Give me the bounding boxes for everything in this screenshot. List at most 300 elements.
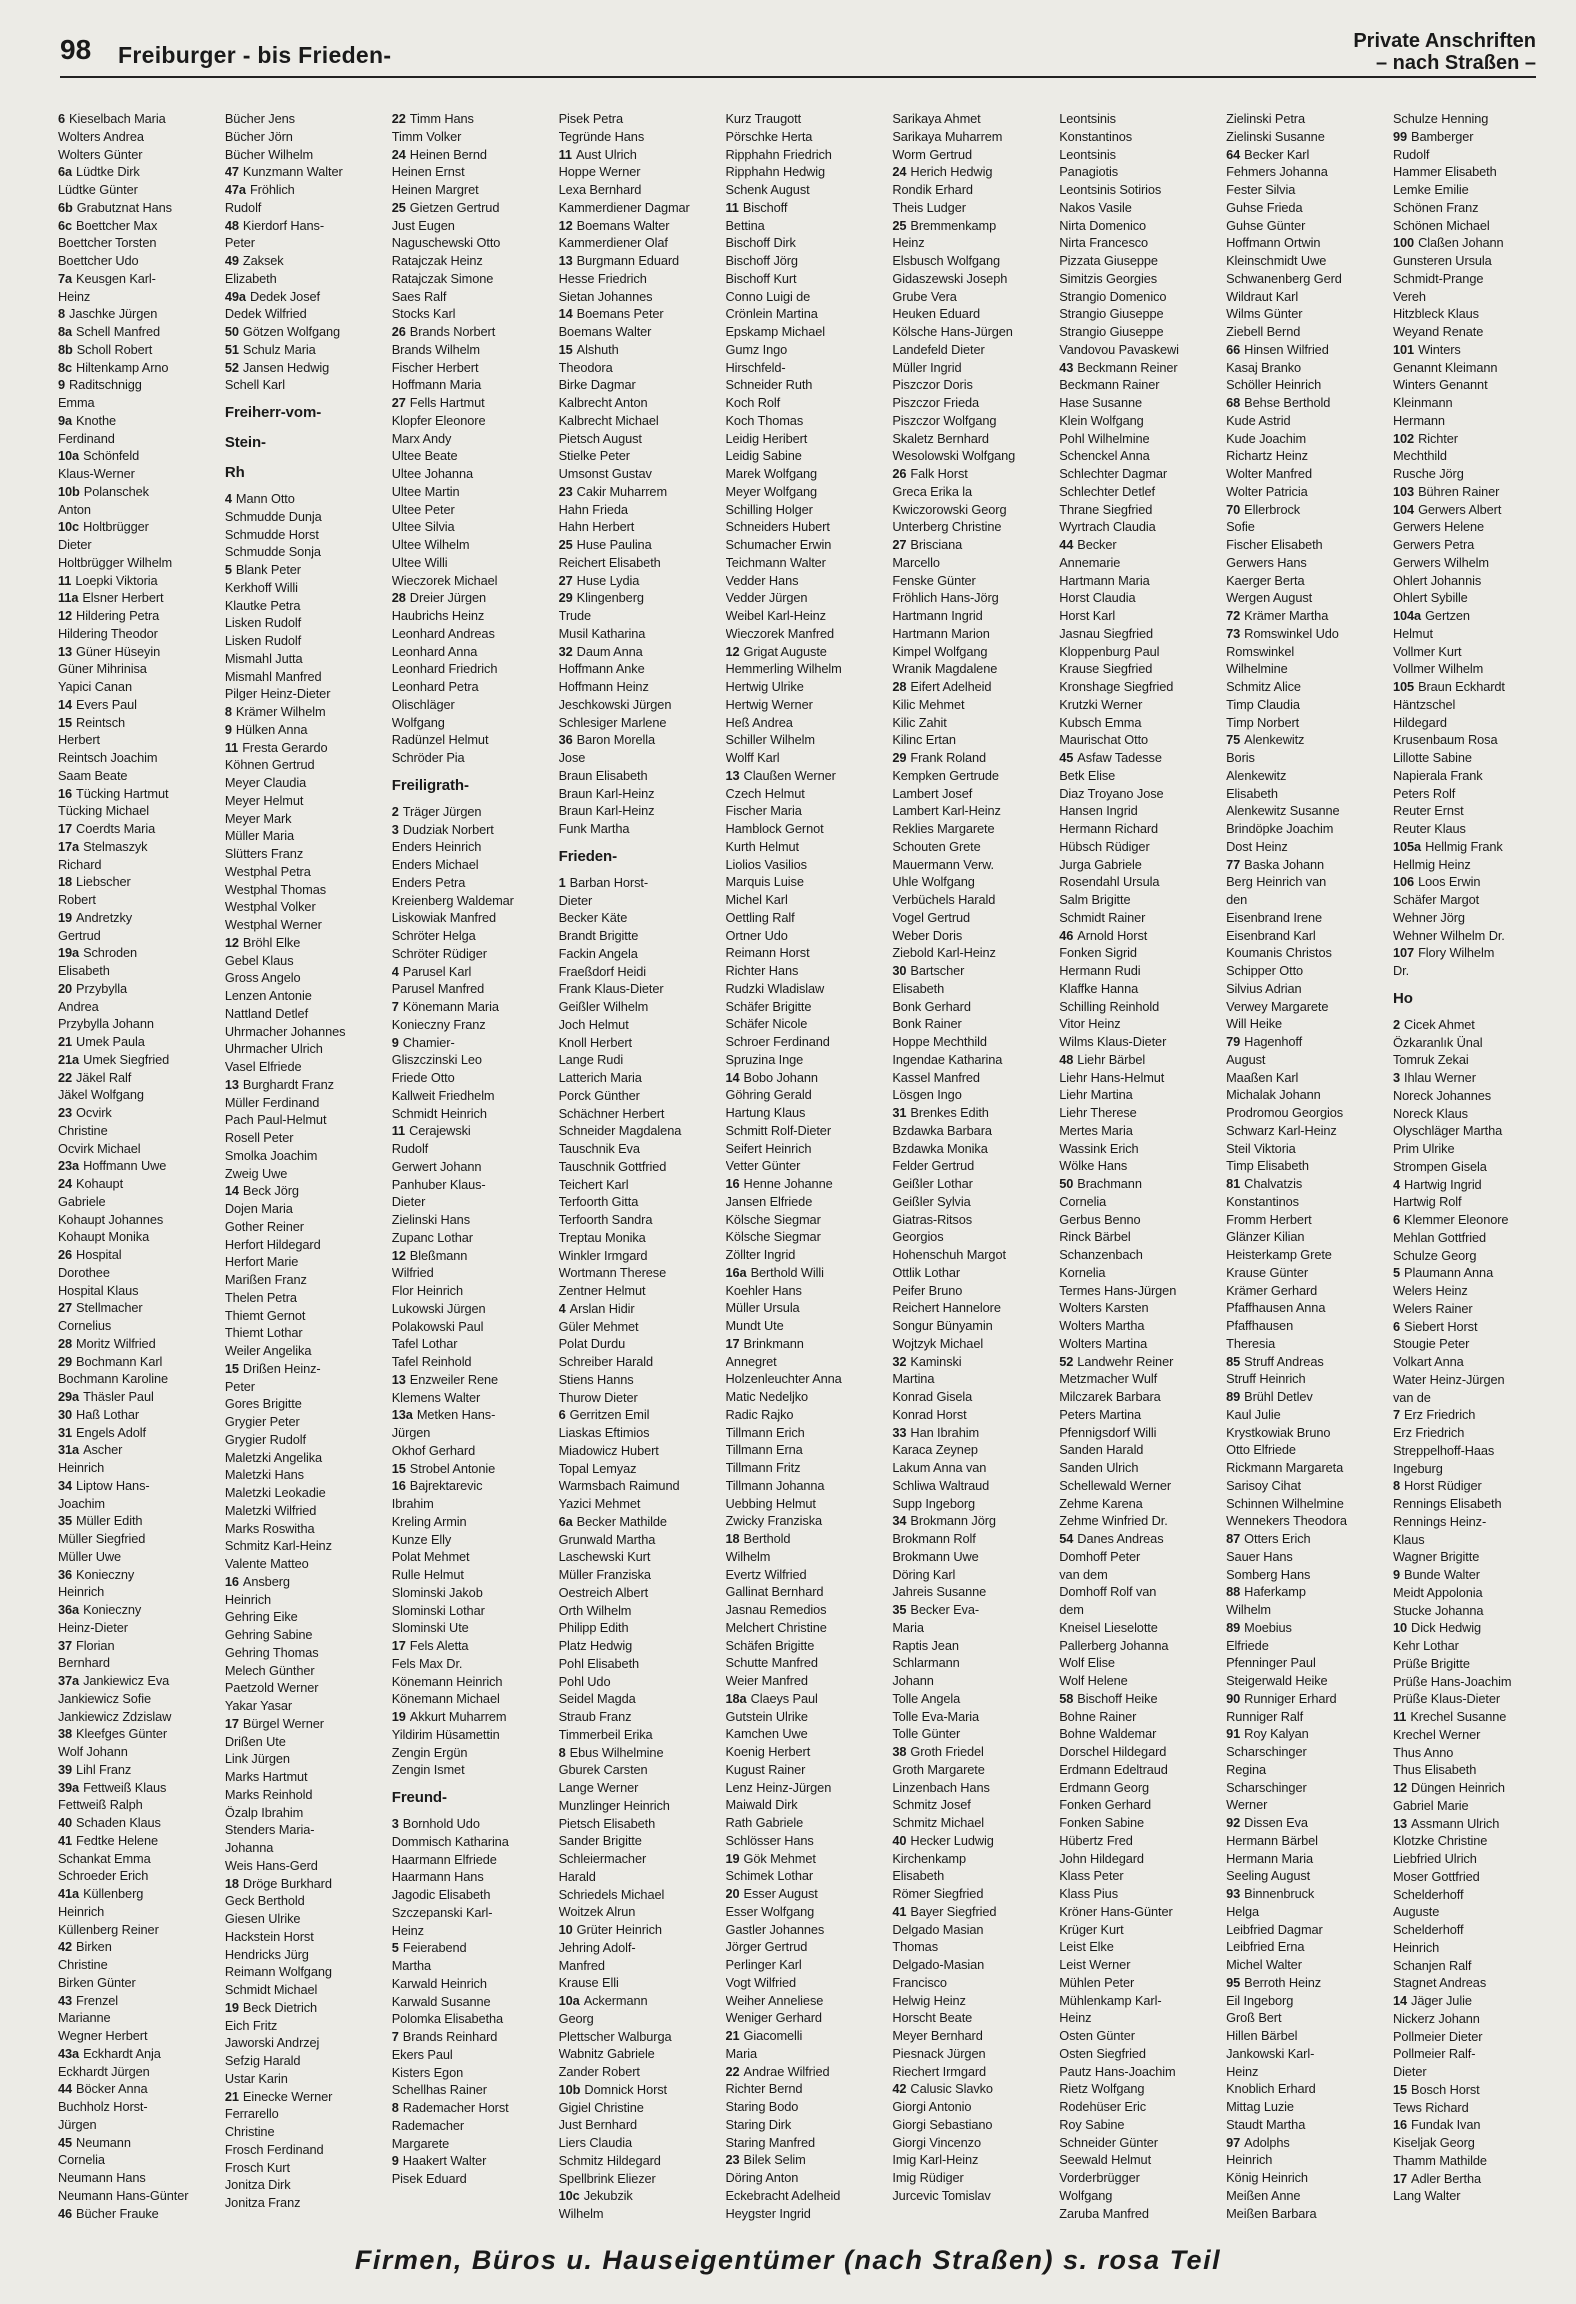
house-number: 102 [1393, 430, 1415, 446]
resident-name: Latterich Maria [558, 1070, 642, 1085]
resident-name: Gehring Eike [224, 1609, 298, 1625]
street-heading: Frieden- [558, 847, 617, 865]
house-number: 104a [1393, 608, 1422, 623]
resident-name: Philipp Edith [558, 1620, 629, 1636]
house-number: 46 [58, 2205, 73, 2221]
resident-name: Heinrich [58, 1584, 105, 1600]
directory-entry [726, 891, 871, 909]
resident-name: Margarete [391, 2135, 450, 2151]
resident-name: Ekers Paul [391, 2046, 453, 2062]
directory-entry [892, 2187, 1037, 2205]
directory-entry [225, 1023, 370, 1041]
resident-name: Kreling Armin [391, 1513, 467, 1529]
directory-entry [892, 731, 1037, 749]
directory-column [1226, 110, 1371, 2230]
directory-entry [726, 856, 871, 874]
resident-name: Mauermann Verw. [892, 856, 995, 872]
directory-entry [58, 412, 203, 430]
directory-entry [559, 430, 704, 448]
resident-name: Gabriel Marie [1393, 1797, 1469, 1813]
directory-entry [1226, 2027, 1371, 2045]
resident-name: Peifer Bruno [892, 1282, 963, 1298]
directory-entry [892, 1140, 1037, 1158]
resident-name: Schmitz Karl-Heinz [224, 1538, 332, 1554]
directory-entry [1226, 731, 1371, 749]
house-number: 8c [58, 359, 73, 375]
house-number: 5 [1393, 1265, 1401, 1281]
house-number: 22 [58, 1069, 73, 1085]
directory-entry [58, 678, 203, 696]
resident-name: Fischer Maria [725, 803, 802, 819]
resident-name: Struff Heinrich [1226, 1371, 1306, 1387]
house-number: 10c [58, 519, 80, 535]
directory-entry [58, 270, 203, 288]
resident-name: Noreck Johannes [1393, 1087, 1492, 1103]
house-number: 7a [58, 270, 73, 286]
resident-name: Haarmann Hans [391, 1869, 484, 1885]
resident-name: Liptow Hans- [76, 1477, 150, 1493]
directory-entry [1226, 1938, 1371, 1956]
resident-name: Robert [58, 892, 96, 907]
directory-entry [892, 376, 1037, 394]
resident-name: Giorgi Antonio [892, 2099, 972, 2114]
directory-entry [892, 1157, 1037, 1175]
resident-name: Ultee Wilhelm [391, 537, 470, 552]
directory-entry [1059, 785, 1204, 803]
resident-name: Jehring Adolf- [558, 1939, 636, 1955]
directory-entry [1226, 2009, 1371, 2027]
directory-entry [1393, 217, 1538, 235]
resident-name: Heinz [1059, 2010, 1092, 2026]
resident-name: Domnick Horst [584, 2081, 667, 2097]
resident-name: Annemarie [1059, 554, 1121, 570]
directory-entry [559, 2205, 704, 2223]
directory-entry [1226, 2063, 1371, 2081]
resident-name: Buchholz Horst- [58, 2099, 148, 2114]
directory-entry [726, 2151, 871, 2169]
resident-name: Meyer Mark [224, 810, 292, 826]
resident-name: Kugust Rainer [725, 1761, 806, 1777]
resident-name: Tücking Hartmut [76, 785, 169, 801]
directory-entry [1393, 2116, 1538, 2134]
directory-entry [892, 1761, 1037, 1779]
resident-name: Hemmerling Wilhelm [725, 661, 842, 677]
directory-entry [1059, 1033, 1204, 1051]
directory-entry [1059, 1264, 1204, 1282]
resident-name: Rosendahl Ursula [1059, 874, 1160, 890]
house-number: 68 [1226, 395, 1241, 410]
house-number: 31 [58, 1424, 73, 1440]
directory-entry [1226, 1530, 1371, 1548]
resident-name: Treptau Monika [558, 1229, 646, 1245]
directory-entry [892, 554, 1037, 572]
resident-name: Erz Friedrich [1393, 1425, 1465, 1440]
directory-entry [392, 572, 537, 590]
resident-name: Zehme Winfried Dr. [1059, 1513, 1168, 1529]
house-number: 35 [892, 1602, 907, 1617]
directory-entry [58, 1672, 203, 1690]
resident-name: Konieczny [83, 1602, 142, 1617]
resident-name: Uhle Wolfgang [892, 874, 975, 890]
directory-entry [1393, 1105, 1538, 1123]
resident-name: Just Bernhard [558, 2117, 637, 2133]
resident-name: Metken Hans- [416, 1407, 496, 1423]
resident-name: Przybylla [76, 980, 128, 996]
directory-entry [1059, 163, 1204, 181]
resident-name: Maletzki Leokadie [224, 1485, 326, 1500]
resident-name: Bochmann Karl [76, 1353, 163, 1369]
resident-name: Arnold Horst [1077, 927, 1148, 943]
resident-name: Hammer Elisabeth [1393, 164, 1497, 180]
directory-entry [559, 1726, 704, 1744]
house-number: 13a [391, 1407, 413, 1423]
directory-entry [1393, 1939, 1538, 1957]
directory-entry [58, 1530, 203, 1548]
resident-name: Landwehr Reiner [1077, 1353, 1174, 1369]
directory-entry [392, 678, 537, 696]
directory-entry [58, 1104, 203, 1122]
directory-entry [58, 980, 203, 998]
resident-name: Pallerberg Johanna [1059, 1637, 1169, 1653]
resident-name: Adler Bertha [1411, 2170, 1481, 2186]
resident-name: Schöller Heinrich [1226, 377, 1322, 393]
directory-entry [225, 1804, 370, 1822]
resident-name: Müller Siegfried [58, 1531, 146, 1546]
resident-name: Liebfried Ulrich [1393, 1851, 1477, 1866]
directory-entry [726, 625, 871, 643]
house-number: 105a [1393, 838, 1422, 854]
directory-entry [1059, 980, 1204, 998]
directory-entry [1059, 1938, 1204, 1956]
directory-entry [58, 1406, 203, 1424]
resident-name: Genannt Kleimann [1393, 359, 1498, 375]
directory-entry [1226, 607, 1371, 625]
house-number: 20 [58, 980, 73, 996]
resident-name: Ocvirk Michael [58, 1140, 141, 1156]
house-number: 93 [1226, 1886, 1241, 1901]
resident-name: Rondik Erhard [892, 182, 973, 197]
directory-entry [392, 483, 537, 501]
resident-name: Thus Anno [1393, 1744, 1454, 1760]
directory-entry [1393, 1779, 1538, 1797]
directory-entry [1393, 856, 1538, 874]
directory-entry [726, 181, 871, 199]
directory-entry [892, 2009, 1037, 2027]
resident-name: Tafel Reinhold [391, 1354, 472, 1369]
resident-name: Tillmann Fritz [725, 1460, 801, 1475]
house-number: 36a [58, 1602, 80, 1617]
resident-name: Träger Jürgen [402, 803, 482, 819]
directory-entry [225, 305, 370, 323]
resident-name: Rath Gabriele [725, 1815, 804, 1830]
resident-name: Betk Elise [1059, 767, 1116, 783]
directory-entry [892, 1299, 1037, 1317]
resident-name: Bamberger [1411, 128, 1474, 144]
resident-name: Klautke Petra [224, 597, 301, 613]
resident-name: Maria [725, 2045, 757, 2061]
resident-name: Marks Reinhold [224, 1786, 313, 1802]
directory-entry [559, 1406, 704, 1424]
house-number: 10 [558, 1922, 573, 1937]
resident-name: Tillmann Erna [725, 1442, 803, 1458]
directory-entry [892, 1122, 1037, 1140]
directory-entry [225, 1058, 370, 1076]
directory-entry [392, 1122, 537, 1140]
directory-entry [1393, 110, 1538, 128]
directory-entry [892, 1938, 1037, 1956]
directory-entry [58, 767, 203, 785]
resident-name: Joch Helmut [558, 1016, 629, 1032]
directory-entry [892, 412, 1037, 430]
directory-entry [726, 376, 871, 394]
directory-entry [559, 1903, 704, 1921]
directory-entry [892, 625, 1037, 643]
directory-entry [1059, 1193, 1204, 1211]
resident-name: Polat Mehmet [391, 1549, 470, 1565]
resident-name: Böcker Anna [76, 2081, 148, 2097]
resident-name: Kasaj Branko [1226, 359, 1302, 375]
resident-name: Eisenbrand Irene [1226, 909, 1322, 925]
directory-entry [1393, 1158, 1538, 1176]
house-number: 107 [1393, 945, 1415, 961]
directory-entry [1393, 696, 1538, 714]
resident-name: Koehler Hans [725, 1282, 802, 1298]
directory-entry [392, 1193, 537, 1211]
resident-name: Songur Bünyamin [892, 1318, 993, 1333]
directory-entry [559, 518, 704, 536]
house-number: 29a [58, 1389, 80, 1404]
resident-name: Horst Rüdiger [1404, 1478, 1482, 1494]
directory-entry [726, 217, 871, 235]
directory-entry [726, 643, 871, 661]
directory-entry [1393, 1335, 1538, 1353]
directory-entry [892, 1779, 1037, 1797]
directory-entry [726, 1282, 871, 1300]
house-number: 13 [558, 253, 573, 268]
directory-entry [892, 1654, 1037, 1672]
resident-name: Boettcher Torsten [58, 235, 157, 251]
resident-name: Richard [58, 856, 102, 872]
resident-name: Bürgel Werner [242, 1715, 324, 1731]
resident-name: Ultee Peter [391, 501, 455, 517]
resident-name: Huse Lydia [576, 572, 640, 588]
resident-name: Unterberg Christine [892, 519, 1002, 535]
house-number: 4 [558, 1300, 566, 1316]
directory-entry [559, 412, 704, 430]
resident-name: Hohenschuh Margot [892, 1247, 1006, 1262]
resident-name: Maurischat Otto [1059, 732, 1149, 748]
resident-name: Lakum Anna van [892, 1460, 987, 1475]
directory-entry [1393, 625, 1538, 643]
directory-entry [1226, 2116, 1371, 2134]
resident-name: van de [1393, 1389, 1431, 1405]
resident-name: August [1226, 1051, 1266, 1067]
directory-entry [225, 1733, 370, 1751]
directory-entry [225, 2088, 370, 2106]
resident-name: Stagnet Andreas [1393, 1975, 1487, 1991]
directory-entry [1059, 305, 1204, 323]
resident-name: Heinz [1226, 2063, 1259, 2079]
directory-entry [1226, 714, 1371, 732]
directory-entry [392, 2117, 537, 2135]
directory-entry [892, 2151, 1037, 2169]
directory-entry [58, 1761, 203, 1779]
resident-name: Naguschewski Otto [391, 235, 501, 251]
resident-name: Henne Johanne [743, 1176, 833, 1191]
resident-name: Bernhard [58, 1655, 110, 1671]
directory-entry [892, 696, 1037, 714]
resident-name: Konstantinos [1226, 1193, 1299, 1209]
house-number: 11a [58, 590, 79, 606]
resident-name: Leontsinis Sotirios [1059, 182, 1162, 197]
resident-name: Erdmann Georg [1059, 1779, 1149, 1795]
resident-name: Schröter Rüdiger [391, 945, 487, 961]
resident-name: Bartscher [910, 963, 965, 978]
resident-name: Leontsinis [1059, 146, 1116, 162]
resident-name: Hülken Anna [235, 721, 308, 737]
resident-name: Bunde Walter [1404, 1567, 1480, 1582]
resident-name: Lange Rudi [558, 1052, 624, 1068]
resident-name: Meyer Claudia [224, 775, 307, 790]
resident-name: Koumanis Christos [1226, 945, 1332, 961]
house-number: 9 [224, 721, 232, 737]
directory-entry [58, 2169, 203, 2187]
directory-entry [1226, 1690, 1371, 1708]
resident-name: Giorgi Sebastiano [892, 2116, 993, 2132]
directory-entry [892, 1211, 1037, 1229]
resident-name: Hartwig Ingrid [1404, 1176, 1482, 1192]
resident-name: Schroeder Erich [58, 1868, 149, 1884]
resident-name: Munzlinger Heinrich [558, 1797, 670, 1813]
resident-name: Teichert Karl [558, 1176, 629, 1192]
resident-name: Güler Mehmet [558, 1318, 639, 1334]
directory-entry [1059, 1832, 1204, 1850]
directory-entry [58, 252, 203, 270]
house-number: 42 [58, 1939, 73, 1955]
directory-entry [1393, 518, 1538, 536]
directory-entry [892, 1974, 1037, 1992]
directory-entry [58, 2134, 203, 2152]
resident-name: Polat Durdu [558, 1336, 626, 1352]
resident-name: Krause Elli [558, 1975, 619, 1991]
resident-name: Kohaupt [76, 1176, 124, 1191]
directory-entry [892, 678, 1037, 696]
resident-name: Dost Heinz [1226, 838, 1288, 854]
directory-entry [892, 2116, 1037, 2134]
resident-name: Reuter Ernst [1393, 803, 1464, 819]
directory-entry [1393, 1903, 1538, 1921]
resident-name: Krutzki Werner [1059, 696, 1143, 712]
directory-entry [1393, 1992, 1538, 2010]
resident-name: Fresta Gerardo [242, 739, 328, 755]
directory-entry [225, 1271, 370, 1289]
resident-name: Meißen Barbara [1226, 2205, 1317, 2221]
directory-entry [1393, 660, 1538, 678]
resident-name: Knothe [76, 412, 117, 428]
directory-entry [58, 1814, 203, 1832]
street-heading: Rh [224, 464, 245, 481]
resident-name: Konstantinos [1059, 128, 1133, 144]
resident-name: Szczepanski Karl- [391, 1904, 493, 1920]
directory-entry [58, 483, 203, 501]
directory-entry [58, 1335, 203, 1353]
directory-entry [225, 934, 370, 952]
resident-name: Thrane Siegfried [1059, 501, 1153, 517]
resident-name: Kleefges Günter [76, 1726, 168, 1742]
directory-entry [726, 1033, 871, 1051]
resident-name: Dorothee [58, 1264, 110, 1280]
house-number: 6a [558, 1513, 573, 1529]
directory-entry [1393, 1389, 1538, 1407]
resident-name: Klotzke Christine [1393, 1833, 1488, 1849]
directory-entry [892, 1992, 1037, 2010]
resident-name: Sofie [1226, 519, 1255, 535]
directory-entry [892, 1228, 1037, 1246]
resident-name: Winters [1418, 341, 1461, 357]
resident-name: Czech Helmut [725, 785, 805, 801]
resident-name: Boris [1226, 750, 1255, 765]
resident-name: Hoffmann Maria [391, 377, 482, 393]
directory-entry [58, 856, 203, 874]
directory-entry [58, 2116, 203, 2134]
directory-entry [225, 2034, 370, 2052]
directory-entry [1393, 1886, 1538, 1904]
resident-name: Heinrich [1226, 2152, 1273, 2168]
resident-name: Fundak Ivan [1411, 2117, 1481, 2133]
directory-entry [58, 2205, 203, 2223]
directory-entry [225, 792, 370, 810]
resident-name: Pfennigsdorf Willi [1059, 1424, 1157, 1440]
directory-entry [1393, 341, 1538, 359]
directory-entry [225, 359, 370, 377]
directory-entry [559, 1051, 704, 1069]
house-number: 44 [1059, 537, 1074, 552]
house-number: 44 [58, 2081, 73, 2097]
directory-entry [1059, 1370, 1204, 1388]
house-number: 22 [391, 111, 406, 126]
directory-entry [1393, 1051, 1538, 1069]
directory-entry [58, 1566, 203, 1584]
resident-name: Schäfen Brigitte [725, 1637, 815, 1653]
resident-name: Przybylla Johann [58, 1016, 154, 1032]
directory-entry [392, 554, 537, 572]
directory-entry [892, 146, 1037, 164]
directory-entry [892, 1796, 1037, 1814]
resident-name: Schwanenberg Gerd [1226, 270, 1342, 286]
resident-name: Westphal Petra [224, 863, 311, 879]
directory-entry [225, 2052, 370, 2070]
directory-entry [58, 288, 203, 306]
directory-entry [225, 217, 370, 235]
directory-entry [58, 199, 203, 217]
directory-entry [559, 643, 704, 661]
directory-entry [392, 1140, 537, 1158]
directory-entry [726, 1459, 871, 1477]
resident-name: Asfaw Tadesse [1077, 750, 1162, 765]
resident-name: Melech Günther [224, 1662, 315, 1678]
directory-entry [1226, 1495, 1371, 1513]
house-number: 45 [1059, 750, 1074, 765]
directory-entry [392, 1424, 537, 1442]
directory-entry [559, 2170, 704, 2188]
resident-name: Heinrich [58, 1460, 105, 1475]
house-number: 18a [725, 1690, 747, 1706]
resident-name: Boemans Walter [576, 217, 670, 233]
resident-name: Hermann Richard [1059, 821, 1159, 836]
resident-name: Jasnau Siegfried [1059, 625, 1153, 641]
directory-entry [225, 1999, 370, 2017]
directory-entry [225, 252, 370, 270]
